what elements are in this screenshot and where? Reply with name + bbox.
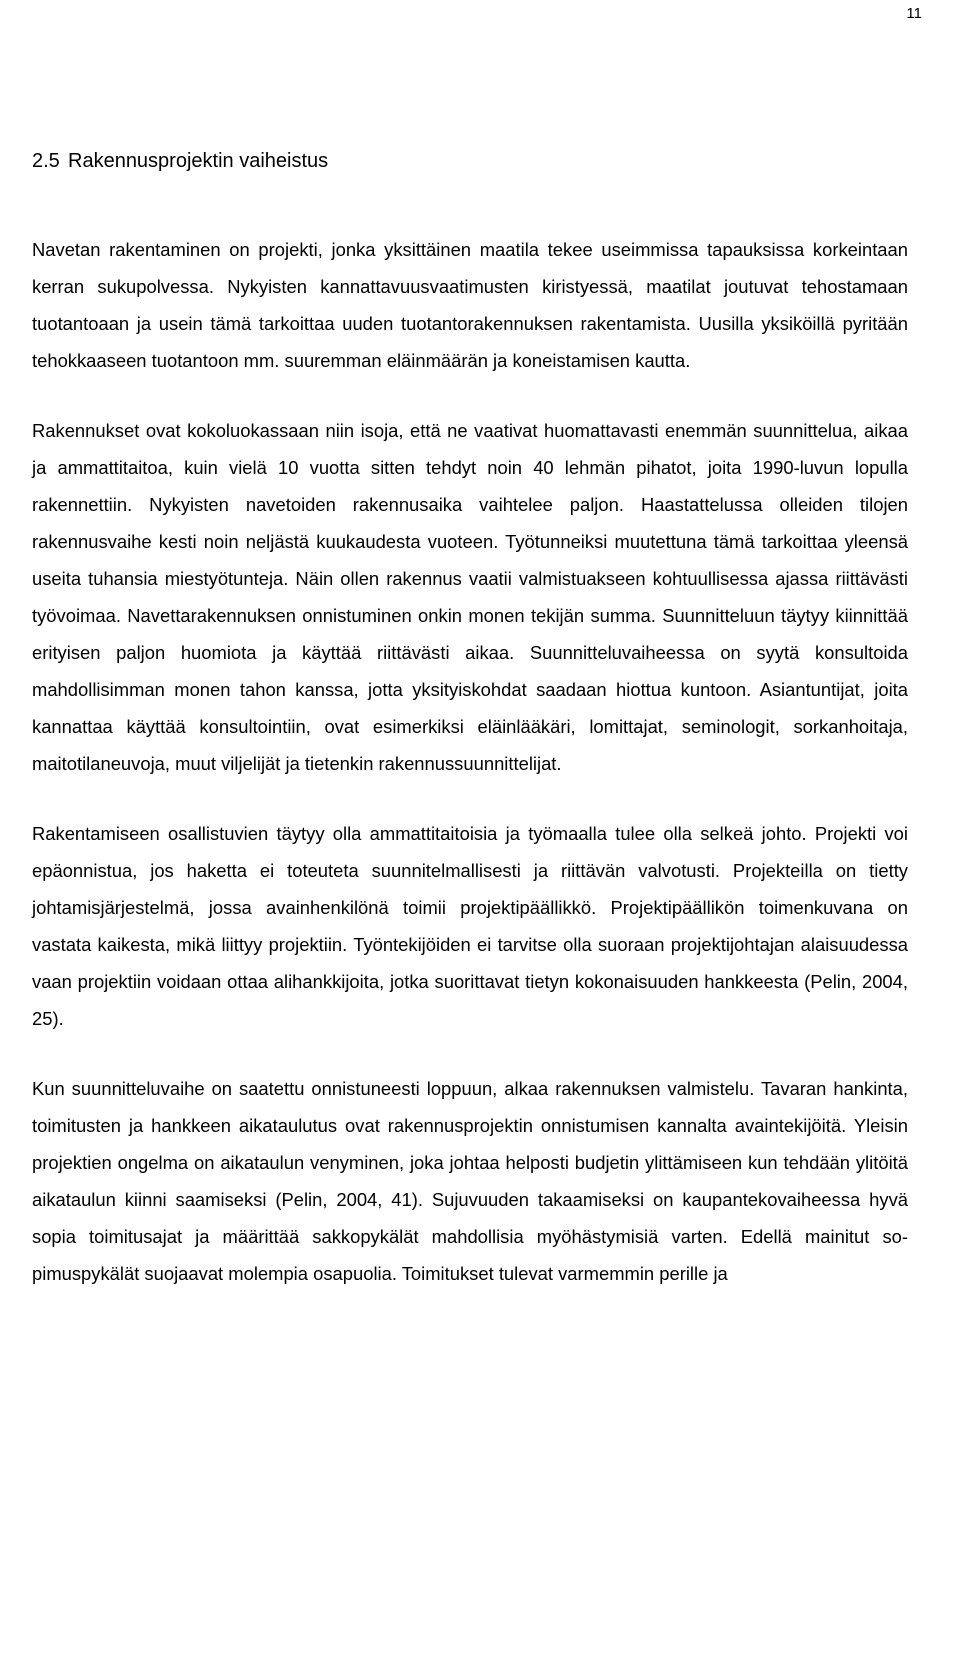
paragraph: Rakentamiseen osallistuvien täytyy olla ammattitaitoisia ja työmaalla tulee olla selkeä johto. Projekti voi epäonnistua, jos haketta ei toteuteta suunnitelmallisesti ja riittävän valvotusti. Projekteilla on tietty johtamisjärjestelmä, jossa avainhenkilönä toimii projektipäällikkö. Projektipäällikön toimenkuvana on vastata kaikesta, mikä liittyy projektiin. Työntekijöiden ei tarvitse olla suoraan projektijohtajan alaisuudessa vaan projektiin voidaan ottaa alihankkijoita, jotka suorittavat tietyn kokonaisuuden hankkeesta (Pelin, 2004, 25). — [32, 823, 908, 1029]
section-heading — [32, 146, 908, 176]
paragraph: Kun suunnitteluvaihe on saatettu onnistuneesti loppuun, alkaa rakennuksen valmistelu. Tavaran hankinta, toimitusten ja hankkeen aikataulutus ovat rakennusprojektin onnistumisen kannalta avaintekijöitä. Yleisin projektien ongelma on aikataulun venyminen, joka johtaa helposti budjetin ylittämiseen kun tehdään ylitöitä aikataulun kiinni saamiseksi (Pelin, 2004, 41). Sujuvuuden takaamiseksi on kaupantekovaiheessa hyvä sopia toimitusajat ja määrittää sakkopykälät mahdollisia myöhästymisiä varten. Edellä mainitut sopimuspykälät suojaavat molempia osapuolia. Toimitukset tulevat varmemmin perille ja — [32, 1078, 908, 1284]
paragraph: Navetan rakentaminen on projekti, jonka yksittäinen maatila tekee useimmissa tapauksissa korkeintaan kerran sukupolvessa. Nykyisten kannattavuusvaatimusten kiristyessä, maatilat joutuvat tehostamaan tuotantoaan ja usein tämä tarkoittaa uuden tuotantorakennuksen rakentamista. Uusilla yksiköillä pyritään tehokkaaseen tuotantoon mm. suuremman eläinmäärän ja koneistamisen kautta. — [32, 239, 908, 371]
page-number: 11 — [906, 5, 922, 22]
page-content — [32, 146, 908, 1325]
section-number: 2.5 — [32, 150, 60, 172]
paragraph: Rakennukset ovat kokoluokassaan niin isoja, että ne vaativat huomattavasti enemmän suunnittelua, aikaa ja ammattitaitoa, kuin vielä 10 vuotta sitten tehdyt noin 40 lehmän pihatot, joita 1990-luvun lopulla rakennettiin. Nykyisten navetoiden rakennusaika vaihtelee paljon. Haastattelussa olleiden tilojen rakennusvaihe kesti noin neljästä kuukaudesta vuoteen. Työtunneiksi muutettuna tämä tarkoittaa yleensä useita tuhansia miestyötunteja. Näin ollen rakennus vaatii valmistuakseen kohtuullisessa ajassa riittävästi työvoimaa. Navettarakennuksen onnistuminen onkin monen tekijän summa. Suunnitteluun täytyy kiinnittää erityisen paljon huomiota ja käyttää riittävästi aikaa. Suunnitteluvaiheessa on syytä konsultoida mahdollisimman monen tahon kanssa, jotta yksityiskohdat saadaan hiottua kuntoon. Asiantuntijat, joita kannattaa käyttää konsultointiin, ovat esimerkiksi eläinlääkäri, lomittajat, seminologit, sorkanhoitaja, maitotilaneuvoja, muut viljelijät ja tietenkin rakennussuunnittelijat. — [32, 420, 908, 774]
section-title: Rakennusprojektin vaiheistus — [68, 150, 329, 172]
